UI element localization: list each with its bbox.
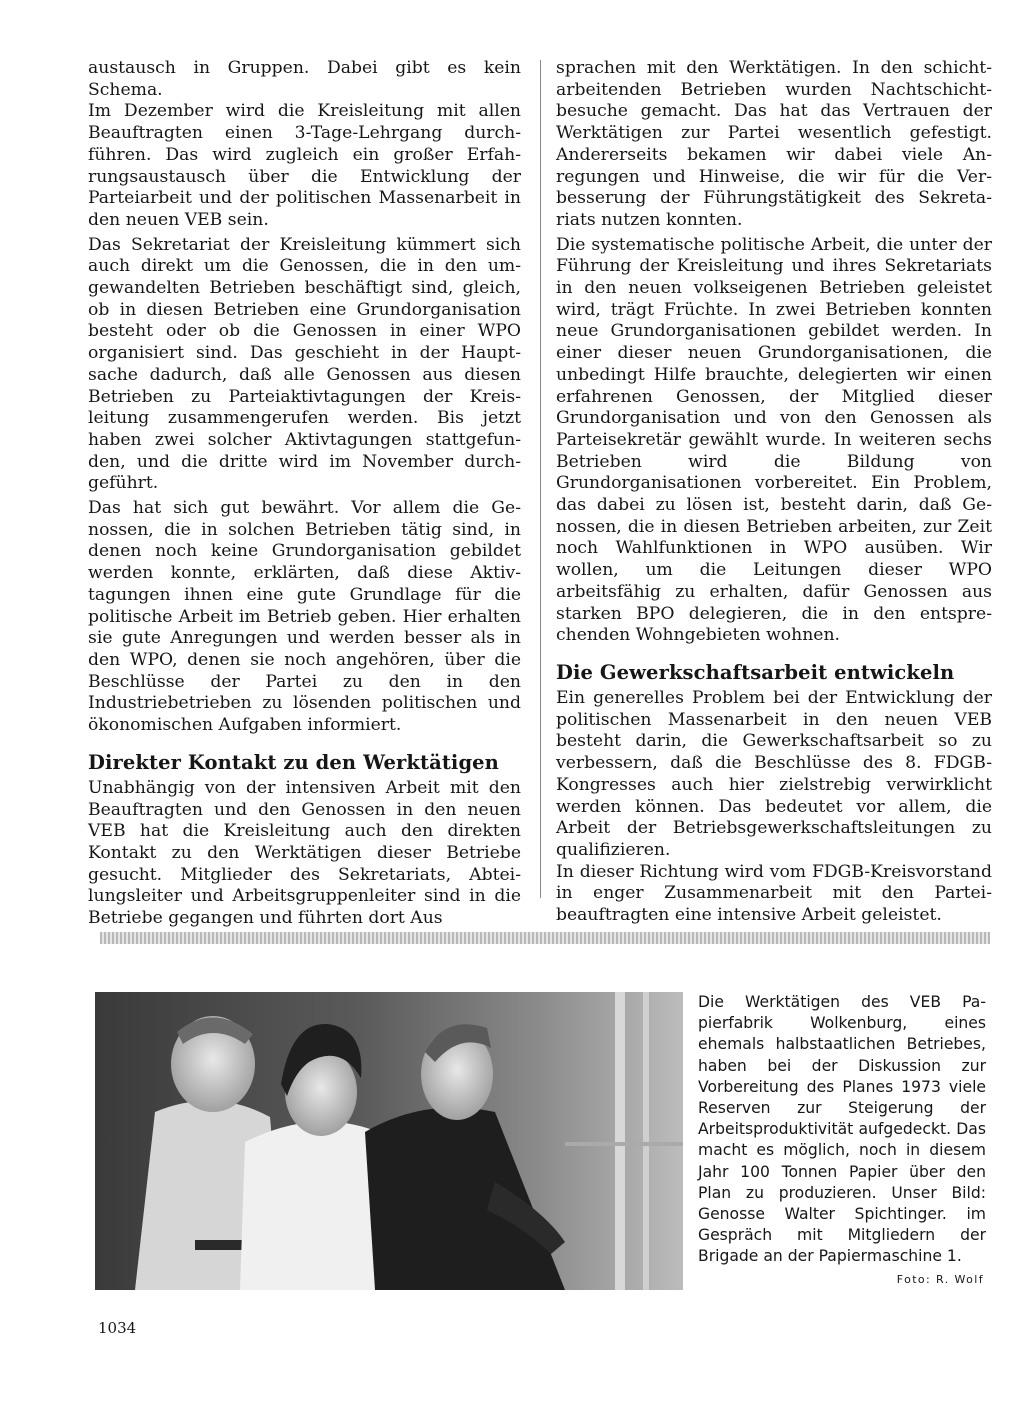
paragraph: Ein generelles Problem bei der Entwicklung der politischen Massenarbeit in den neuen VEB besteht darin, die Gewerkschaftsarbeit so zu verbessern, daß die Beschlüsse des 8. FDGB-Kongresses auch hier zielstrebig verwirklicht werden können. Das bedeutet vor allem, die Arbeit der Betriebsgewerkschaftsleitungen zu qualifizieren.: [556, 687, 992, 860]
section-heading: Die Gewerkschaftsarbeit entwickeln: [556, 660, 955, 684]
news-photo: [95, 992, 683, 1290]
halftone-separator: [100, 932, 990, 944]
photo-credit: Foto: R. Wolf: [896, 1273, 984, 1286]
paragraph: Das Sekretariat der Kreisleitung kümmert sich auch direkt um die Genossen, die in den umgewandelten Betrieben beschäftigt sind, gleich, ob in diesen Betrieben eine Grundorganisation besteht oder ob die Genossen in einer WPO organisiert sind. Das geschieht in der Hauptsache dadurch, daß alle Genossen aus diesen Betrieben zu Parteiaktivtagungen der Kreisleitung zusammengerufen werden. Bis jetzt haben zwei solcher Aktivtagungen stattgefunden, und die dritte wird im November durchgeführt.: [88, 234, 521, 494]
paragraph: Im Dezember wird die Kreisleitung mit allen Beauftragten einen 3-Tage-Lehrgang durchführen. Das wird zugleich ein großer Erfahrungsaustausch über die Entwicklung der Parteiarbeit und der politischen Massenarbeit in den neuen VEB sein.: [88, 101, 521, 230]
paragraph: Unabhängig von der intensiven Arbeit mit den Beauftragten und den Genossen in den neuen VEB hat die Kreisleitung auch den direkten Kontakt zu den Werktätigen dieser Betriebe gesucht. Mitglieder des Sekretariats, Abteilungsleiter und Arbeitsgruppenleiter sind in die Betriebe gegangen und führten dort Aus: [88, 777, 521, 929]
column-divider: [540, 60, 541, 898]
right-text-column: [556, 58, 992, 927]
left-text-column: [88, 58, 521, 930]
paragraph: austausch in Gruppen. Dabei gibt es kein Schema.: [88, 58, 521, 100]
page-number: 1034: [98, 1319, 137, 1337]
paragraph: sprachen mit den Werktätigen. In den schichtarbeitenden Betrieben wurden Nachtschichtbesuche gemacht. Das hat das Vertrauen der Werktätigen zur Partei wesentlich gefestigt. Andererseits bekamen wir dabei viele Anregungen und Hinweise, die wir für die Verbesserung der Führungstätigkeit des Sekretariats nutzen konnten.: [556, 58, 992, 230]
section-heading: Direkter Kontakt zu den Werktätigen: [88, 750, 499, 774]
paragraph: In dieser Richtung wird vom FDGB-Kreisvorstand in enger Zusammenarbeit mit den Parteibeauftragten eine intensive Arbeit geleistet.: [556, 861, 992, 926]
photo-caption: Die Werktätigen des VEB Papierfabrik Wolkenburg, eines ehemals halbstaatlichen Betriebes, haben bei der Diskussion zur Vorbereitung des Planes 1973 viele Reserven zur Steigerung der Arbeitsproduktivität aufgedeckt. Das macht es möglich, noch in diesem Jahr 100 Tonnen Papier über den Plan zu produzieren. Unser Bild: Genosse Walter Spichtinger. im Gespräch mit Mitgliedern der Brigade an der Papiermaschine 1.: [698, 993, 986, 1266]
paragraph: Die systematische politische Arbeit, die unter der Führung der Kreisleitung und ihres Sekretariats in den neuen volkseigenen Betrieben geleistet wird, trägt Früchte. In zwei Betrieben konnten neue Grundorganisationen gebildet werden. In einer dieser neuen Grundorganisationen, die unbedingt Hilfe brauchte, delegierten wir einen erfahrenen Genossen, der Mitglied dieser Grundorganisation und von den Genossen als Parteisekretär gewählt wurde. In weiteren sechs Betrieben wird die Bildung von Grundorganisationen vorbereitet. Ein Problem, das dabei zu lösen ist, besteht darin, daß Genossen, die in diesen Betrieben arbeiten, zur Zeit noch Wahlfunktionen in WPO ausüben. Wir wollen, um die Leitungen dieser WPO arbeitsfähig zu erhalten, dafür Genossen aus starken BPO delegieren, die in den entsprechenden Wohngebieten wohnen.: [556, 234, 992, 646]
paragraph: Das hat sich gut bewährt. Vor allem die Genossen, die in solchen Betrieben tätig sind, in denen noch keine Grundorganisation gebildet werden konnte, erklärten, daß diese Aktivtagungen ihnen eine gute Grundlage für die politische Arbeit im Betrieb geben. Hier erhalten sie gute Anregungen und werden besser als in den WPO, denen sie noch angehören, über die Beschlüsse der Partei zu den in den Industriebetrieben zu lösenden politischen und ökonomischen Aufgaben informiert.: [88, 498, 521, 736]
photo-image: [95, 992, 683, 1290]
